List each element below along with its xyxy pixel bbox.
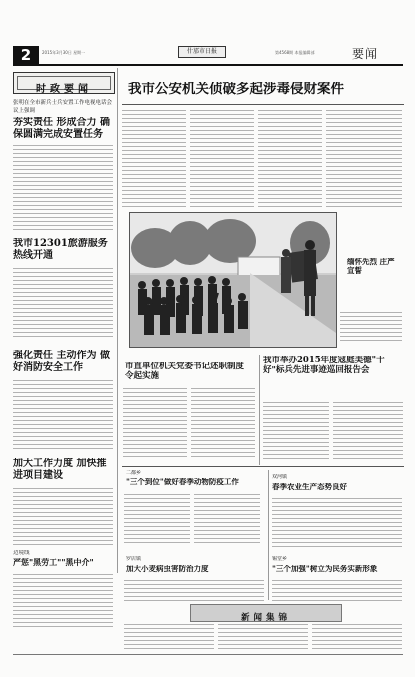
story-c-body-2	[194, 494, 260, 546]
story-e-body	[124, 580, 264, 602]
story-f-body	[272, 580, 402, 602]
story1-kicker: 张明在全市新兵士兵安置工作电视电话会议上强调	[13, 100, 113, 114]
story-d-title: 春季农业生产态势良好	[272, 483, 347, 491]
lead-col-1	[122, 110, 186, 208]
story-a-body-1	[123, 388, 187, 460]
masthead	[178, 46, 226, 58]
story-f-title: "三个加强"树立为民务实新形象	[272, 565, 378, 573]
story1-title: 夯实责任 形成合力 确保圆满完成安置任务	[13, 117, 110, 140]
story5-body	[13, 574, 113, 630]
story-b-body-1	[263, 402, 329, 460]
story-d-body	[272, 498, 402, 550]
photo-caption-title: 缅怀先烈 庄严宣誓	[347, 258, 395, 275]
page-number-box	[13, 46, 39, 64]
story-b-title: 我市举办2015年度寇庭美德"十好"标兵先进事迹巡回报告会	[263, 356, 385, 375]
story-e-title: 加大小麦病虫害防治力度	[126, 565, 209, 573]
story-f-kicker: 锡堂乡	[272, 556, 288, 562]
footer-rule	[13, 654, 403, 655]
column-divider-lower	[268, 470, 269, 600]
story-e-kicker: 罗店镇	[126, 556, 142, 562]
page-number: 2	[20, 46, 32, 64]
date-line: 2015年3月30日 星期一	[42, 50, 86, 55]
column-divider-left	[117, 68, 118, 573]
section-title: 要闻	[352, 47, 379, 61]
roundup-col-1	[124, 624, 214, 650]
story-b-body-2	[333, 402, 403, 460]
headline-rule	[122, 104, 404, 105]
section-banner-text: 时政要闻	[36, 84, 92, 95]
news-roundup-banner-text: 新闻集锦	[240, 613, 291, 623]
header-rule	[13, 64, 403, 66]
story-c-title: "三个到位"做好春季动物防疫工作	[126, 478, 239, 486]
edition-info: 第4568期 本报编辑部	[275, 50, 315, 55]
lead-col-4	[326, 110, 402, 208]
story-c-kicker: 二都乡	[126, 470, 142, 476]
story2-body	[13, 268, 113, 338]
story3-body	[13, 380, 113, 450]
story2-title: 我市12301旅游服务热线开通	[13, 238, 108, 261]
masthead-text: 什邡市日报	[186, 48, 217, 55]
story-d-kicker: 双河镇	[272, 474, 288, 480]
photo-caption-body	[340, 312, 402, 344]
roundup-col-2	[218, 624, 308, 650]
story1-body	[13, 145, 113, 233]
lead-col-2	[190, 110, 254, 208]
ceremony-photo	[129, 212, 337, 348]
story4-body	[13, 488, 113, 546]
column-divider-mid	[259, 355, 260, 465]
ceremony-photo-image	[130, 213, 336, 347]
lead-col-3	[258, 110, 322, 208]
story-a-title: 市直单位机关党委书记述职制度令起实施	[125, 362, 245, 381]
story5-kicker: 边境线	[13, 550, 30, 556]
story3-title: 强化责任 主动作为 做好消防安全工作	[13, 350, 110, 373]
tier-rule	[122, 466, 404, 467]
story-c-body-1	[124, 494, 190, 546]
story4-title: 加大工作力度 加快推进项目建设	[13, 458, 107, 481]
section-banner-box	[13, 72, 115, 94]
roundup-col-3	[312, 624, 402, 650]
main-headline: 我市公安机关侦破多起涉毒侵财案件	[128, 82, 344, 97]
story5-title: 严惩"黑劳工""黑中介"	[13, 558, 94, 567]
story-a-body-2	[191, 388, 255, 460]
news-roundup-banner	[190, 604, 342, 622]
